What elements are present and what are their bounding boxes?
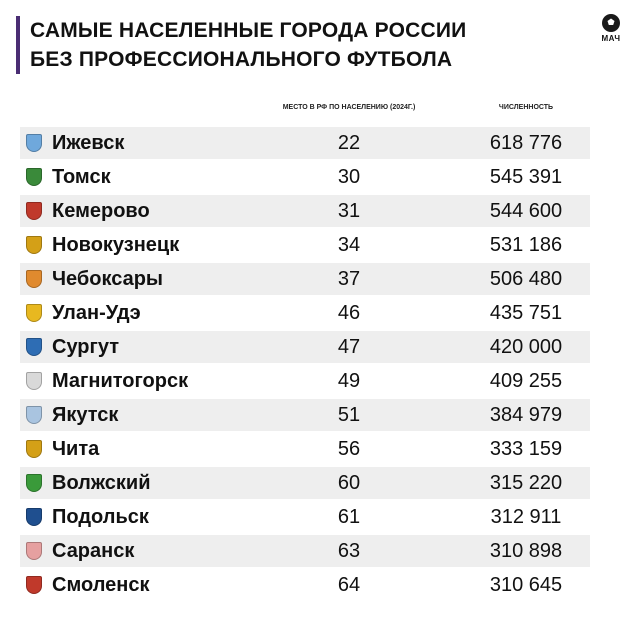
city-population: 435 751	[489, 302, 563, 324]
city-crest-icon	[26, 372, 42, 390]
city-name: Чебоксары	[52, 268, 164, 290]
table-row	[20, 399, 590, 431]
column-headers	[0, 104, 640, 118]
city-population: 384 979	[489, 404, 563, 426]
city-name: Сургут	[52, 336, 120, 358]
city-rank: 34	[337, 234, 361, 256]
city-name: Магнитогорск	[52, 370, 189, 392]
title-line-2: БЕЗ ПРОФЕССИОНАЛЬНОГО ФУТБОЛА	[30, 48, 453, 71]
city-rank: 60	[337, 472, 361, 494]
city-name: Чита	[52, 438, 100, 460]
city-name: Новокузнецк	[52, 234, 180, 256]
city-name: Кемерово	[52, 200, 150, 222]
city-rank: 47	[337, 336, 361, 358]
title-line-1: САМЫЕ НАСЕЛЕННЫЕ ГОРОДА РОССИИ	[30, 19, 467, 42]
logo-text: МАЧ	[601, 34, 621, 43]
city-population: 420 000	[489, 336, 563, 358]
city-population: 544 600	[489, 200, 563, 222]
city-population: 310 645	[489, 574, 563, 596]
soccer-ball-icon	[602, 14, 620, 32]
city-rank: 30	[337, 166, 361, 188]
table-row	[20, 161, 590, 193]
city-crest-icon	[26, 236, 42, 254]
city-name: Волжский	[52, 472, 151, 494]
city-name: Смоленск	[52, 574, 150, 596]
table-row	[20, 467, 590, 499]
table-row	[20, 535, 590, 567]
city-crest-icon	[26, 168, 42, 186]
header-population: ЧИСЛЕННОСТЬ	[498, 104, 554, 111]
city-crest-icon	[26, 134, 42, 152]
header-rank: МЕСТО В РФ ПО НАСЕЛЕНИЮ (2024Г.)	[282, 104, 416, 111]
table-row	[20, 569, 590, 601]
city-crest-icon	[26, 270, 42, 288]
table-row	[20, 365, 590, 397]
city-rank: 49	[337, 370, 361, 392]
page-title	[30, 16, 466, 74]
table-row	[20, 433, 590, 465]
city-rank: 22	[337, 132, 361, 154]
city-rank: 61	[337, 506, 361, 528]
table-row	[20, 195, 590, 227]
city-rank: 56	[337, 438, 361, 460]
brand-logo	[596, 14, 626, 43]
city-population: 333 159	[489, 438, 563, 460]
city-crest-icon	[26, 542, 42, 560]
city-population: 312 911	[490, 506, 562, 528]
table-row	[20, 331, 590, 363]
city-population: 506 480	[489, 268, 563, 290]
city-name: Саранск	[52, 540, 135, 562]
city-table	[20, 127, 590, 603]
city-population: 310 898	[489, 540, 563, 562]
city-rank: 37	[337, 268, 361, 290]
city-crest-icon	[26, 508, 42, 526]
city-rank: 46	[337, 302, 361, 324]
city-population: 531 186	[489, 234, 563, 256]
city-crest-icon	[26, 338, 42, 356]
city-rank: 64	[337, 574, 361, 596]
city-population: 315 220	[489, 472, 563, 494]
city-rank: 63	[337, 540, 361, 562]
city-crest-icon	[26, 304, 42, 322]
city-name: Якутск	[52, 404, 119, 426]
city-population: 618 776	[489, 132, 563, 154]
city-crest-icon	[26, 474, 42, 492]
table-row	[20, 501, 590, 533]
city-population: 545 391	[489, 166, 563, 188]
city-name: Улан-Удэ	[52, 302, 141, 324]
city-crest-icon	[26, 406, 42, 424]
city-name: Ижевск	[52, 132, 125, 154]
table-row	[20, 263, 590, 295]
city-name: Томск	[52, 166, 111, 188]
city-population: 409 255	[489, 370, 563, 392]
table-row	[20, 229, 590, 261]
city-crest-icon	[26, 440, 42, 458]
city-name: Подольск	[52, 506, 149, 528]
city-rank: 51	[337, 404, 361, 426]
city-rank: 31	[337, 200, 361, 222]
city-crest-icon	[26, 576, 42, 594]
title-accent-bar	[16, 16, 20, 74]
city-crest-icon	[26, 202, 42, 220]
table-row	[20, 297, 590, 329]
table-row	[20, 127, 590, 159]
